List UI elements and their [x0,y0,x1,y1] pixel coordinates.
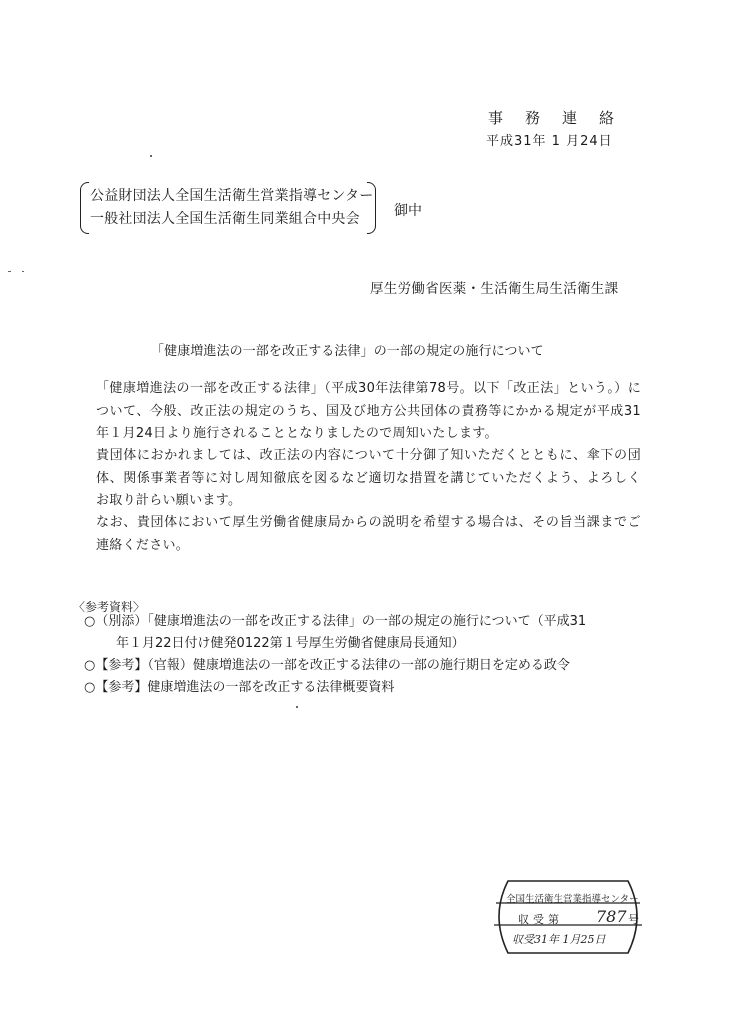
reference-item-1-continued: 年１月22日付け健発0122第１号厚生労働省健康局長通知） [116,636,465,651]
scan-speck [150,155,152,157]
stamp-organization: 全国生活衛生営業指導センター [506,894,639,905]
stamp-number: 787 [596,907,627,926]
document-subject: 「健康増進法の一部を改正する法律」の一部の規定の施行について [151,344,544,359]
scan-speck [296,706,298,708]
recipient-block [80,180,376,236]
stamp-received-label: 収受第 [518,913,563,926]
stamp-number-suffix: 号 [628,913,639,926]
recipient-line-1: 公益財団法人全国生活衛生営業指導センター [90,188,374,204]
body-paragraph-1: 「健康増進法の一部を改正する法律」（平成30年法律第78号。以下「改正法」という。）について、今般、改正法の規定のうち、国及び地方公共団体の責務等にかかる規定が平成31年１月24日より施行されることとなりましたので周知いたします。 [96,381,641,441]
references-heading: 〈参考資料〉 [73,600,146,614]
reference-item-1: ○（別添）「健康増進法の一部を改正する法律」の一部の規定の施行について（平成31 [84,614,587,629]
right-bracket [367,182,376,234]
left-bracket [80,182,89,234]
reference-item-2: ○【参考】（官報）健康増進法の一部を改正する法律の一部の施行期日を定める政令 [84,658,570,673]
received-stamp [488,873,648,959]
document-type-label: 事務連絡 [488,109,637,127]
scan-speck [22,271,24,272]
sender-line: 厚生労働省医薬・生活衛生局生活衛生課 [370,281,619,297]
scan-speck [8,271,11,272]
document-date: 平成31年 1 月24日 [486,134,613,149]
reference-item-3: ○【参考】健康増進法の一部を改正する法律概要資料 [84,680,395,695]
body-paragraph-2: 貴団体におかれましては、改正法の内容について十分御了知いただくとともに、傘下の団体、関係事業者等に対し周知徹底を図るなど適切な措置を講じていただくよう、よろしくお取り計らい願います。 [96,448,641,508]
stamp-date: 収受31年 1月25日 [512,933,606,946]
body-paragraph-3: なお、貴団体において厚生労働省健康局からの説明を希望する場合は、その旨当課までご連絡ください。 [96,515,641,553]
recipient-line-2: 一般社団法人全国生活衛生同業組合中央会 [90,211,360,227]
recipient-honorific: 御中 [394,203,422,219]
